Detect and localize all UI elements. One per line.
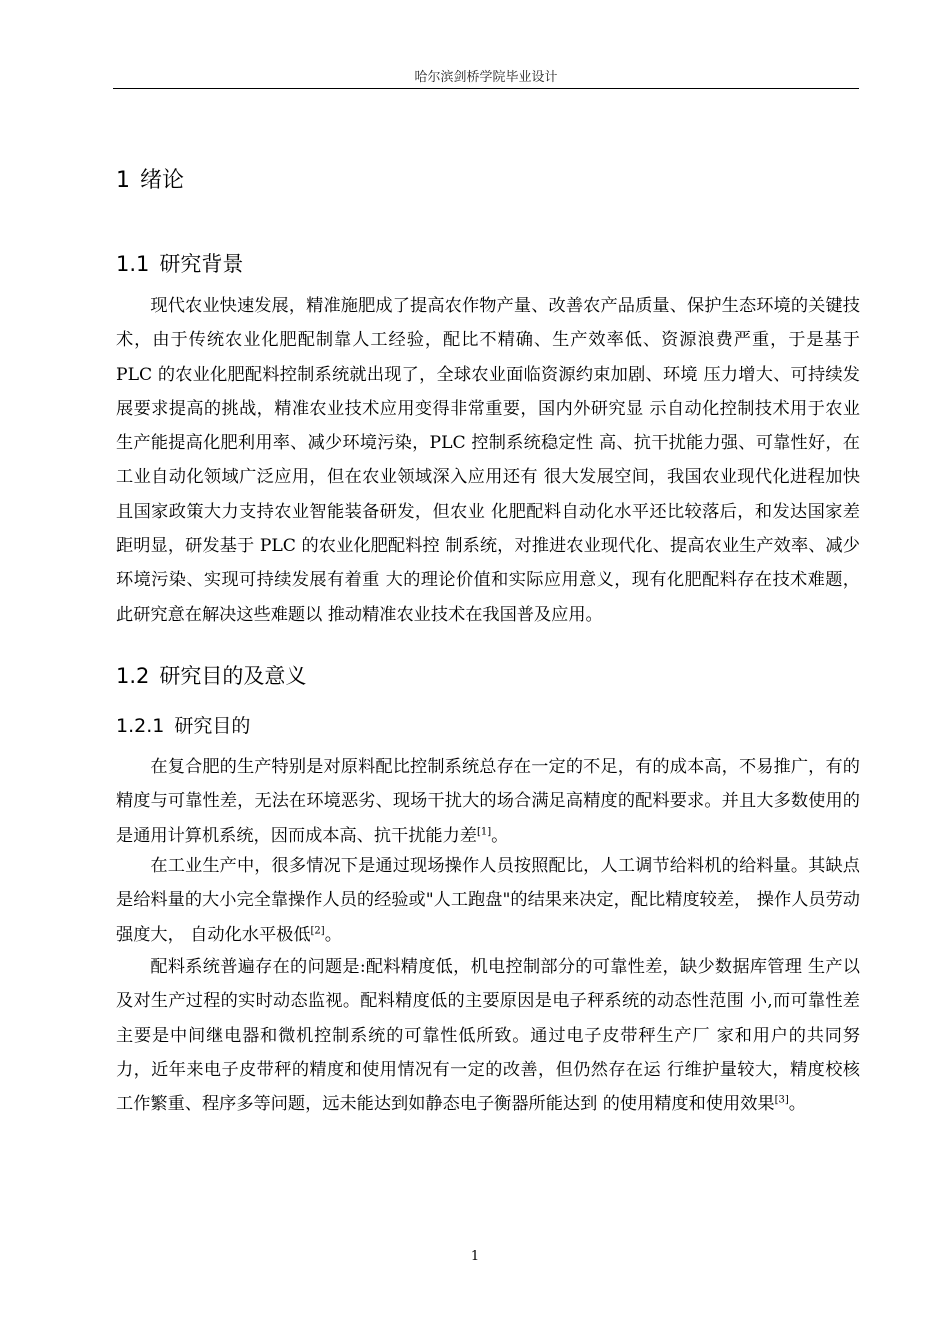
subsection-heading-1-2-1 [116, 711, 250, 738]
subsection-title: 研究目的 [174, 715, 251, 737]
citation: [1] [476, 825, 492, 837]
paragraph-purpose-1 [116, 750, 860, 853]
paragraph-text: 在工业生产中，很多情况下是通过现场操作人员按照配比，人工调节给料机的给料量。其缺点是给料量的大小完全靠操作人员的经验或"人工跑盘"的结果来决定，配比精度较差， 操作人员劳动强度大， 自动化水平极低 [116, 856, 860, 945]
paragraph-end: 。 [324, 924, 342, 945]
header-rule [113, 88, 859, 89]
section-heading-1-1 [116, 248, 243, 278]
chapter-number: 1 [116, 168, 130, 193]
paragraph-text: 配料系统普遍存在的问题是:配料精度低，机电控制部分的可靠性差，缺少数据库管理 生产以及对生产过程的实时动态监视。配料精度低的主要原因是电子秤系统的动态性范围 小,而可靠性差主要是中间继电器和微机控制系统的可靠性低所致。通过电子皮带秤生产厂 家和用户的共同努力，近年来电子皮带秤的精度和使用情况有一定的改善，但仍然存在运 行维护量较大，精度校核工作繁重、程序多等问题，远未能达到如静态电子衡器所能达到 的使用精度和使用效果 [116, 957, 860, 1115]
page-number: 1 [470, 1249, 480, 1264]
chapter-title: 绪论 [140, 168, 185, 193]
section-heading-1-2 [116, 660, 306, 690]
paragraph-purpose-2 [116, 849, 860, 952]
paragraph-purpose-3 [116, 950, 860, 1121]
paragraph-text: 在复合肥的生产特别是对原料配比控制系统总存在一定的不足，有的成本高，不易推广，有的精度与可靠性差，无法在环境恶劣、现场干扰大的场合满足高精度的配料要求。并且大多数使用的是通用计算机系统，因而成本高、抗干扰能力差 [116, 757, 860, 846]
subsection-number: 1.2.1 [116, 715, 165, 737]
page-header: 哈尔滨剑桥学院毕业设计 [414, 70, 558, 85]
chapter-heading [116, 163, 184, 194]
section-number: 1.1 [116, 252, 150, 276]
paragraph-end: 。 [491, 825, 509, 846]
section-title: 研究背景 [159, 252, 244, 276]
section-number: 1.2 [116, 664, 150, 688]
section-title: 研究目的及意义 [159, 664, 307, 688]
citation: [2] [310, 924, 325, 936]
paragraph-background: 现代农业快速发展，精准施肥成了提高农作物产量、改善农产品质量、保护生态环境的关键技术，由于传统农业化肥配制靠人工经验，配比不精确、生产效率低、资源浪费严重，于是基于 PLC 的农业化肥配料控制系统就出现了，全球农业面临资源约束加剧、环境 压力增大、可持续发展要求提高的挑战，精准农业技术应用变得非常重要，国内外研究显 示自动化控制技术用于农业生产能提高化肥利用率、减少环境污染，PLC 控制系统稳定性 高、抗干扰能力强、可靠性好，在工业自动化领域广泛应用，但在农业领域深入应用还有 很大发展空间，我国农业现代化进程加快且国家政策大力支持农业智能装备研发，但农业 化肥配料自动化水平还比较落后，和发达国家差距明显，研发基于 PLC 的农业化肥配料控 制系统，对推进农业现代化、提高农业生产效率、减少环境污染、实现可持续发展有着重 大的理论价值和实际应用意义，现有化肥配料存在技术难题，此研究意在解决这些难题以 推动精准农业技术在我国普及应用。 [116, 296, 860, 625]
citation: [3] [774, 1094, 789, 1106]
paragraph-end: 。 [788, 1094, 806, 1115]
